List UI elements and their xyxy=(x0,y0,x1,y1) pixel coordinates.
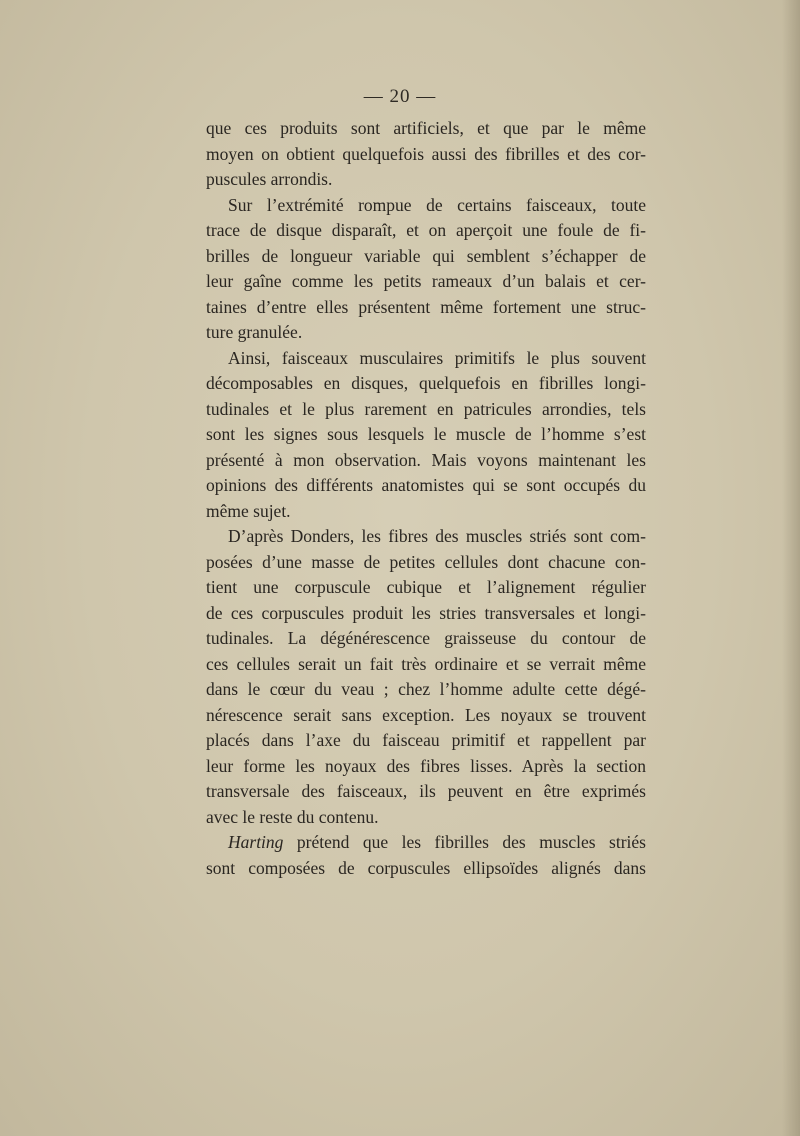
author-name: Harting xyxy=(228,832,284,852)
text-line: que ces produits sont artificiels, et que par le même xyxy=(206,118,646,138)
text-line: ces cellules serait un fait très ordinaire et se verrait même xyxy=(206,653,646,674)
text-line: tudinales et le plus rarement en patricules arrondies, tels xyxy=(206,398,646,419)
text-line: brilles de longueur variable qui semblent s’échapper de xyxy=(206,245,646,266)
text-line: tudinales. La dégénérescence graisseuse du contour de xyxy=(206,628,646,648)
text-line: Ainsi, faisceaux musculaires primitifs le plus souvent xyxy=(228,347,646,368)
text-line: nérescence serait sans exception. Les noyaux se trouvent xyxy=(206,704,646,725)
text-line: D’après Donders, les fibres des muscles striés sont com- xyxy=(228,526,646,546)
page-number: — 20 — xyxy=(363,86,437,107)
text-line: taines d’entre elles présentent même fortement une struc- xyxy=(206,296,646,317)
text-line: posées d’une masse de petites cellules dont chacune con- xyxy=(206,551,646,572)
text-line: présenté à mon observation. Mais voyons maintenant les xyxy=(206,449,646,470)
text-line: même sujet. xyxy=(206,500,291,521)
text-line: opinions des différents anatomistes qui se sont occupés du xyxy=(206,475,646,495)
text-line: décomposables en disques, quelquefois en fibrilles longi- xyxy=(206,373,646,393)
text-line: ture granulée. xyxy=(206,322,303,342)
text-line: leur gaîne comme les petits rameaux d’un balais et cer- xyxy=(206,271,646,291)
text-line: dans le cœur du veau ; chez l’homme adulte cette dégé- xyxy=(206,679,646,699)
text-line: tient une corpuscule cubique et l’alignement régulier xyxy=(206,577,646,597)
body-text xyxy=(206,116,646,881)
text-line: puscules arrondis. xyxy=(206,169,333,189)
text-line: Harting prétend que les fibrilles des muscles striés xyxy=(228,832,646,852)
text-line: de ces corpuscules produit les stries transversales et longi- xyxy=(206,602,646,623)
text-line: Sur l’extrémité rompue de certains faisceaux, toute xyxy=(228,194,646,215)
page-edge-shadow xyxy=(782,0,800,1136)
text-line: avec le reste du contenu. xyxy=(206,806,379,827)
text-line: transversale des faisceaux, ils peuvent en être exprimés xyxy=(206,781,646,801)
text-line: trace de disque disparaît, et on aperçoit une foule de fi- xyxy=(206,220,646,240)
text-line: sont composées de corpuscules ellipsoïdes alignés dans xyxy=(206,857,646,878)
text-line: sont les signes sous lesquels le muscle de l’homme s’est xyxy=(206,424,646,444)
text-line: moyen on obtient quelquefois aussi des fibrilles et des cor- xyxy=(206,143,646,164)
text-line: leur forme les noyaux des fibres lisses. Après la section xyxy=(206,755,646,776)
text-line: placés dans l’axe du faisceau primitif et rappellent par xyxy=(206,730,646,750)
